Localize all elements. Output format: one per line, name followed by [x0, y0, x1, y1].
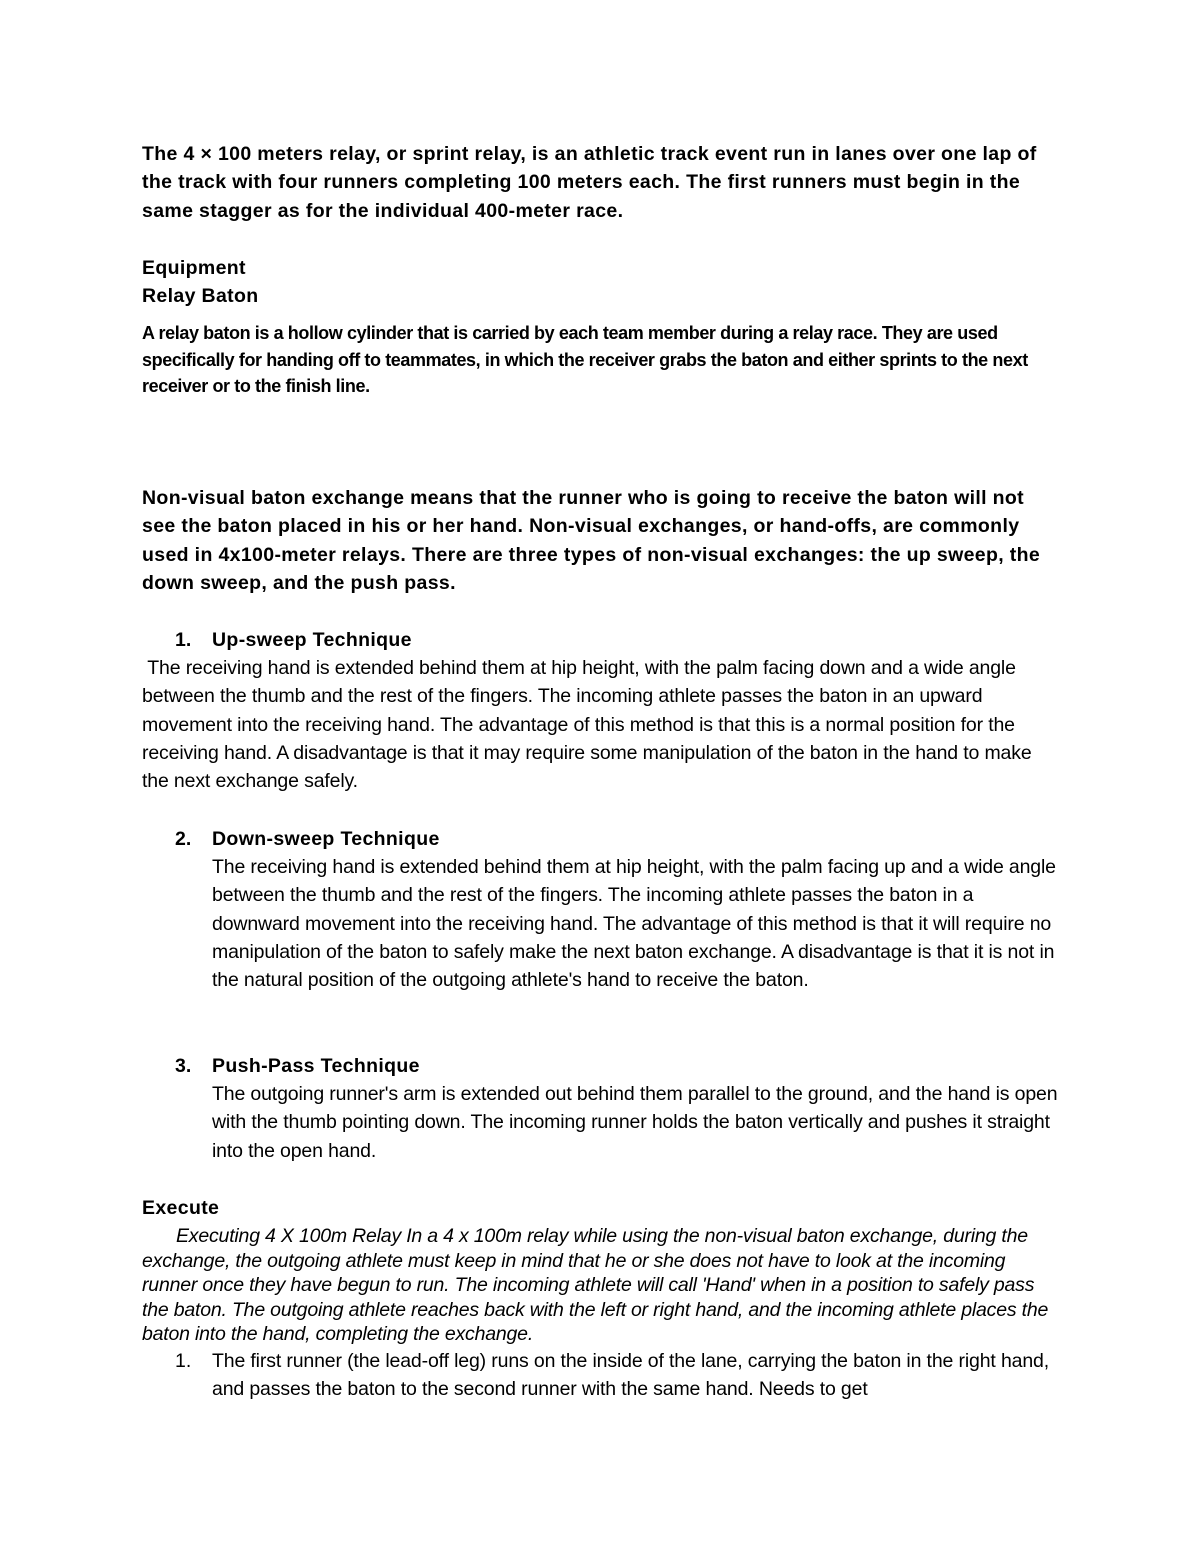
intro-paragraph: The 4 × 100 meters relay, or sprint relay, is an athletic track event run in lanes over one lap of the track with four runners completing 100 meters each. The first runners must begin in the same stagger as for the individual 400-meter race.	[142, 143, 1037, 222]
technique-3-title: Push-Pass Technique	[212, 1055, 420, 1077]
technique-2-number: 2.	[175, 828, 192, 850]
execute-step-1-text: The first runner (the lead-off leg) runs on the inside of the lane, carrying the baton in the right hand, and passes the baton to the second runner with the same hand. Needs to get	[212, 1350, 1049, 1401]
non-visual-exchange-paragraph: Non-visual baton exchange means that the runner who is going to receive the baton will not see the baton placed in his or her hand. Non-visual exchanges, or hand-offs, are commonly used in 4x100-meter relays. There are three types of non-visual exchanges: the up sweep, the down sweep, and the push pass.	[142, 487, 1041, 594]
execute-paragraph: Executing 4 X 100m Relay In a 4 x 100m relay while using the non-visual baton exchange, during the exchange, the outgoing athlete must keep in mind that he or she does not have to look at the incoming runner once they have begun to run. The incoming athlete will call 'Hand' when in a position to safely pass the baton. The outgoing athlete reaches back with the left or right hand, and the incoming athlete places the baton into the hand, completing the exchange.	[142, 1225, 1049, 1345]
execute-heading: Execute	[142, 1197, 220, 1219]
technique-1-number: 1.	[175, 629, 192, 651]
relay-baton-paragraph: A relay baton is a hollow cylinder that is carried by each team member during a relay race. They are used specifically for handing off to teammates, in which the receiver grabs the baton and either sprints to the next receiver or to the finish line.	[142, 323, 1028, 396]
relay-baton-subheading: Relay Baton	[142, 285, 259, 307]
technique-3-text: The outgoing runner's arm is extended out behind them parallel to the ground, and the hand is open with the thumb pointing down. The incoming runner holds the baton vertically and pushes it straight into the open hand.	[212, 1083, 1058, 1162]
equipment-heading: Equipment	[142, 257, 246, 279]
technique-2-title: Down-sweep Technique	[212, 828, 440, 850]
technique-1-text: The receiving hand is extended behind them at hip height, with the palm facing down and a wide angle between the thumb and the rest of the fingers. The incoming athlete passes the baton in an upward movement into the receiving hand. The advantage of this method is that this is a normal position for the receiving hand. A disadvantage is that it may require some manipulation of the baton in the hand to make the next exchange safely.	[142, 657, 1037, 793]
technique-1-title: Up-sweep Technique	[212, 629, 412, 651]
execute-step-1-number: 1.	[175, 1350, 192, 1372]
technique-3-number: 3.	[175, 1055, 192, 1077]
technique-2-text: The receiving hand is extended behind them at hip height, with the palm facing up and a wide angle between the thumb and the rest of the fingers. The incoming athlete passes the baton in a downward movement into the receiving hand. The advantage of this method is that it will require no manipulation of the baton to safely make the next baton exchange. A disadvantage is that it is not in the natural position of the outgoing athlete's hand to receive the baton.	[212, 856, 1056, 992]
